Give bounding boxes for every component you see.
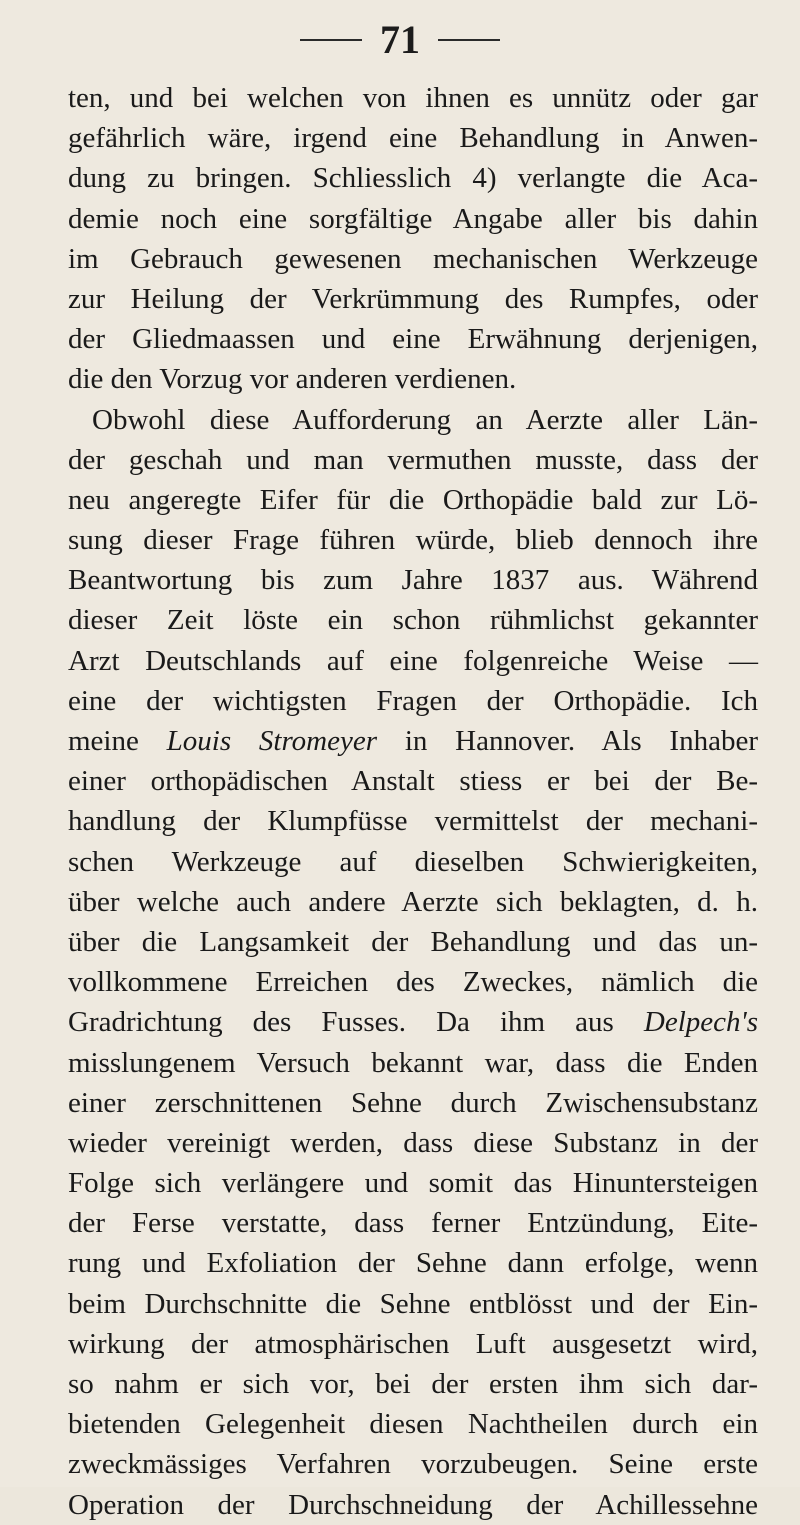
text-line: Arzt Deutschlands auf eine folgenreiche Weise — xyxy=(68,644,758,677)
page-number: 71 xyxy=(380,17,420,62)
text-line: zur Heilung der Verkrümmung des Rumpfes, oder xyxy=(68,282,758,315)
text-line: so nahm er sich vor, bei der ersten ihm sich dar- xyxy=(68,1368,758,1400)
text-line: Operation der Durchschneidung der Achillessehne xyxy=(68,1488,758,1521)
text-line: wieder vereinigt werden, dass diese Substanz in der xyxy=(68,1126,758,1159)
paragraph-2 xyxy=(68,400,758,1525)
text-line: über welche auch andere Aerzte sich beklagten, d. h. xyxy=(68,885,758,918)
text-line: ten, und bei welchen von ihnen es unnütz oder gar xyxy=(68,82,758,114)
text-line: misslungenem Versuch bekannt war, dass die Enden xyxy=(68,1046,758,1079)
text-line: Obwohl diese Aufforderung an Aerzte aller Län- xyxy=(92,403,758,436)
text-line: neu angeregte Eifer für die Orthopädie bald zur Lö- xyxy=(68,483,758,516)
text-segment: in Hannover. Als Inhaber xyxy=(377,725,758,757)
text-line: dieser Zeit löste ein schon rühmlichst gekannter xyxy=(68,604,758,637)
text-line: rung und Exfoliation der Sehne dann erfolge, wenn xyxy=(68,1247,758,1280)
text-line: die den Vorzug vor anderen verdienen. xyxy=(68,363,517,396)
text-segment: Gradrichtung des Fusses. Da ihm aus xyxy=(68,1006,644,1039)
paragraph-1 xyxy=(68,78,758,400)
text-line: bietenden Gelegenheit diesen Nachtheilen durch ein xyxy=(68,1408,758,1441)
text-line: im Gebrauch gewesenen mechanischen Werkzeuge xyxy=(68,242,758,275)
body-text xyxy=(68,78,758,1525)
text-line: gefährlich wäre, irgend eine Behandlung in Anwen- xyxy=(68,122,758,155)
text-line: schen Werkzeuge auf dieselben Schwierigkeiten, xyxy=(68,845,758,878)
text-line xyxy=(68,1002,758,1042)
text-line: Folge sich verlängere und somit das Hinuntersteigen xyxy=(68,1167,758,1200)
text-line: demie noch eine sorgfältige Angabe aller bis dahin xyxy=(68,202,758,235)
text-line: sung dieser Frage führen würde, blieb dennoch ihre xyxy=(68,524,758,557)
text-line: der Ferse verstatte, dass ferner Entzündung, Eite- xyxy=(68,1207,758,1240)
text-segment: meine xyxy=(68,725,167,757)
text-line: zweckmässiges Verfahren vorzubeugen. Seine erste xyxy=(68,1448,758,1481)
text-line: der geschah und man vermuthen musste, dass der xyxy=(68,443,758,476)
person-name-stromeyer: Louis Stromeyer xyxy=(166,725,378,757)
text-line: einer orthopädischen Anstalt stiess er bei der Be- xyxy=(68,765,758,798)
text-line: der Gliedmaassen und eine Erwähnung derjenigen, xyxy=(68,323,758,356)
text-line: wirkung der atmosphärischen Luft ausgesetzt wird, xyxy=(68,1327,758,1360)
text-line: über die Langsamkeit der Behandlung und das un- xyxy=(68,925,758,958)
text-line: eine der wichtigsten Fragen der Orthopädie. Ich xyxy=(68,684,758,717)
text-line: beim Durchschnitte die Sehne entblösst und der Ein- xyxy=(68,1287,758,1320)
header-rule-right xyxy=(438,39,500,41)
text-line: einer zerschnittenen Sehne durch Zwischensubstanz xyxy=(68,1086,758,1119)
page-header xyxy=(0,17,800,62)
text-line xyxy=(68,721,758,761)
text-line: handlung der Klumpfüsse vermittelst der mechani- xyxy=(68,805,758,838)
text-line: dung zu bringen. Schliesslich 4) verlangte die Aca- xyxy=(68,162,758,195)
text-line: Beantwortung bis zum Jahre 1837 aus. Während xyxy=(68,564,758,597)
header-rule-left xyxy=(300,39,362,41)
text-line: vollkommene Erreichen des Zweckes, nämlich die xyxy=(68,966,758,999)
person-name-delpech: Delpech's xyxy=(643,1006,758,1039)
